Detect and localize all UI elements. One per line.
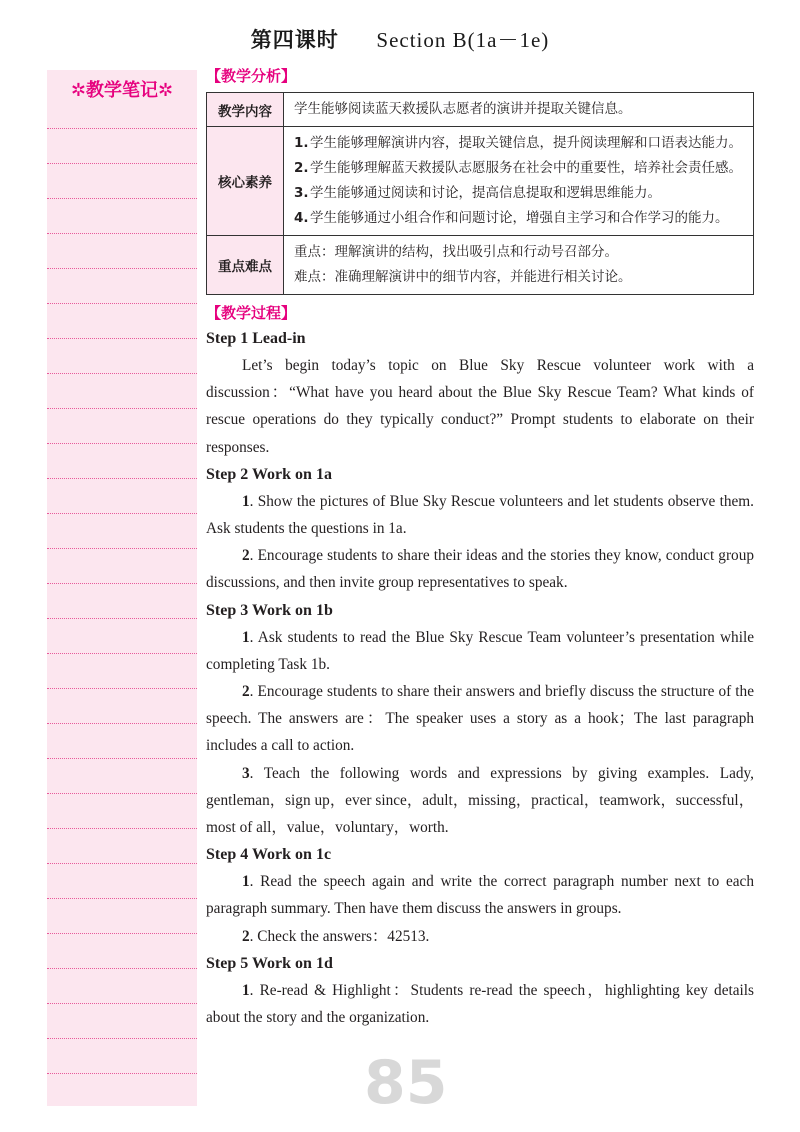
analysis-heading: 【教学分析】 <box>206 67 297 85</box>
step-2-title: Step 2 Work on 1a <box>206 465 332 483</box>
step-3-paragraph-3 <box>206 760 754 842</box>
step-3-title: Step 3 Work on 1b <box>206 601 333 619</box>
paragraph-text: . Check the answers：42513. <box>249 927 430 945</box>
note-line <box>47 373 197 374</box>
note-line <box>47 198 197 199</box>
step-1-title: Step 1 Lead-in <box>206 330 306 347</box>
list-item <box>294 206 745 231</box>
step-4-title: Step 4 Work on 1c <box>206 846 332 864</box>
note-line <box>47 548 197 549</box>
lesson-label: 第四课时 <box>250 28 339 52</box>
teaching-notes-column <box>47 70 197 1106</box>
paragraph-number: 1 <box>242 981 250 999</box>
note-line <box>47 723 197 724</box>
focus-difficult: 难点：准确理解演讲中的细节内容，并能进行相关讨论。 <box>294 269 632 285</box>
note-line <box>47 268 197 269</box>
item-text: 学生能够理解演讲内容，提取关键信息，提升阅读理解和口语表达能力。 <box>310 135 742 151</box>
note-line <box>47 898 197 899</box>
literacy-cell <box>284 127 754 236</box>
note-line <box>47 1003 197 1004</box>
paragraph-text: . Read the speech again and write the correct paragraph number next to each paragraph summary. Then have them discuss the answers in groups. <box>206 873 754 918</box>
analysis-table <box>206 92 754 295</box>
item-number: 4. <box>294 210 309 226</box>
step-5-title: Step 5 Work on 1d <box>206 954 333 972</box>
note-line <box>47 513 197 514</box>
paragraph-text: . Re-read & Highlight：Students re-read the speech，highlighting key details about the story and the organization. <box>206 981 754 1027</box>
step-3-paragraph-1 <box>206 624 754 678</box>
step-3-paragraph-2 <box>206 678 754 760</box>
paragraph-number: 1 <box>242 492 250 510</box>
item-text: 学生能够通过阅读和讨论，提高信息提取和逻辑思维能力。 <box>310 185 661 201</box>
note-line <box>47 233 197 234</box>
paragraph-number: 2 <box>242 927 250 945</box>
content-text: 学生能够阅读蓝天救援队志愿者的演讲并提取关键信息。 <box>284 93 754 127</box>
table-row <box>207 93 754 127</box>
note-line <box>47 758 197 759</box>
note-line <box>47 828 197 829</box>
step-1-paragraph: Let’s begin today’s topic on Blue Sky Rescue volunteer work with a discussion：“What have you heard about the Blue Sky Rescue Team? What kinds of rescue operations do they typically conduct?” Prompt students to elaborate on their responses. <box>206 357 754 456</box>
item-number: 3. <box>294 185 309 201</box>
item-text: 学生能够理解蓝天救援队志愿服务在社会中的重要性，培养社会责任感。 <box>310 160 742 176</box>
content-label: 教学内容 <box>207 93 284 127</box>
note-line <box>47 478 197 479</box>
note-line <box>47 933 197 934</box>
note-line <box>47 968 197 969</box>
note-line <box>47 793 197 794</box>
table-row <box>207 127 754 236</box>
note-line <box>47 303 197 304</box>
note-line <box>47 338 197 339</box>
note-line <box>47 583 197 584</box>
literacy-label: 核心素养 <box>207 127 284 236</box>
step-4-paragraph-2 <box>206 923 754 950</box>
paragraph-number: 1 <box>242 628 250 646</box>
paragraph-number: 3 <box>242 764 250 782</box>
paragraph-text: . Show the pictures of Blue Sky Rescue volunteers and let students observe them. Ask students the questions in 1a. <box>206 492 754 538</box>
paragraph-text: . Teach the following words and expressions by giving examples. Lady, gentleman，sign up，ever since，adult，missing，practical，teamwork，successful，most of all，value，voluntary，worth. <box>206 764 754 837</box>
step-2-paragraph-2 <box>206 542 754 596</box>
focus-key: 重点：理解演讲的结构，找出吸引点和行动号召部分。 <box>294 244 618 260</box>
note-line <box>47 688 197 689</box>
notes-title: ✲教学笔记✲ <box>70 80 174 101</box>
note-line <box>47 163 197 164</box>
list-item <box>294 156 745 181</box>
process-heading: 【教学过程】 <box>206 304 297 322</box>
main-content <box>206 64 754 1031</box>
paragraph-text: . Encourage students to share their ideas and the stories they know, conduct group discussions, and then invite group representatives to speak. <box>206 547 754 592</box>
note-line <box>47 1038 197 1039</box>
note-line <box>47 618 197 619</box>
step-4-paragraph-1 <box>206 868 754 922</box>
paragraph-number: 2 <box>242 683 250 701</box>
table-row <box>207 236 754 295</box>
note-line <box>47 443 197 444</box>
process-section <box>206 301 754 1031</box>
step-5-paragraph-1 <box>206 977 754 1031</box>
focus-label: 重点难点 <box>207 236 284 295</box>
paragraph-text: . Ask students to read the Blue Sky Rescue Team volunteer’s presentation while completing Task 1b. <box>206 628 754 673</box>
paragraph-number: 1 <box>242 873 250 891</box>
note-line <box>47 128 197 129</box>
note-line <box>47 653 197 654</box>
step-2-paragraph-1 <box>206 488 754 542</box>
section-label: Section B(1a－1e) <box>376 28 550 52</box>
page-number: 85 <box>364 1048 448 1118</box>
note-line <box>47 863 197 864</box>
item-text: 学生能够通过小组合作和问题讨论，增强自主学习和合作学习的能力。 <box>310 210 729 226</box>
list-item <box>294 131 745 156</box>
paragraph-number: 2 <box>242 547 250 565</box>
item-number: 2. <box>294 160 309 176</box>
focus-cell <box>284 236 754 295</box>
page-title <box>0 24 800 54</box>
note-line <box>47 1073 197 1074</box>
list-item <box>294 181 745 206</box>
item-number: 1. <box>294 135 309 151</box>
note-line <box>47 408 197 409</box>
paragraph-text: . Encourage students to share their answers and briefly discuss the structure of the speech. The answers are：The speaker uses a story as a hook；The last paragraph includes a call to action. <box>206 683 754 755</box>
